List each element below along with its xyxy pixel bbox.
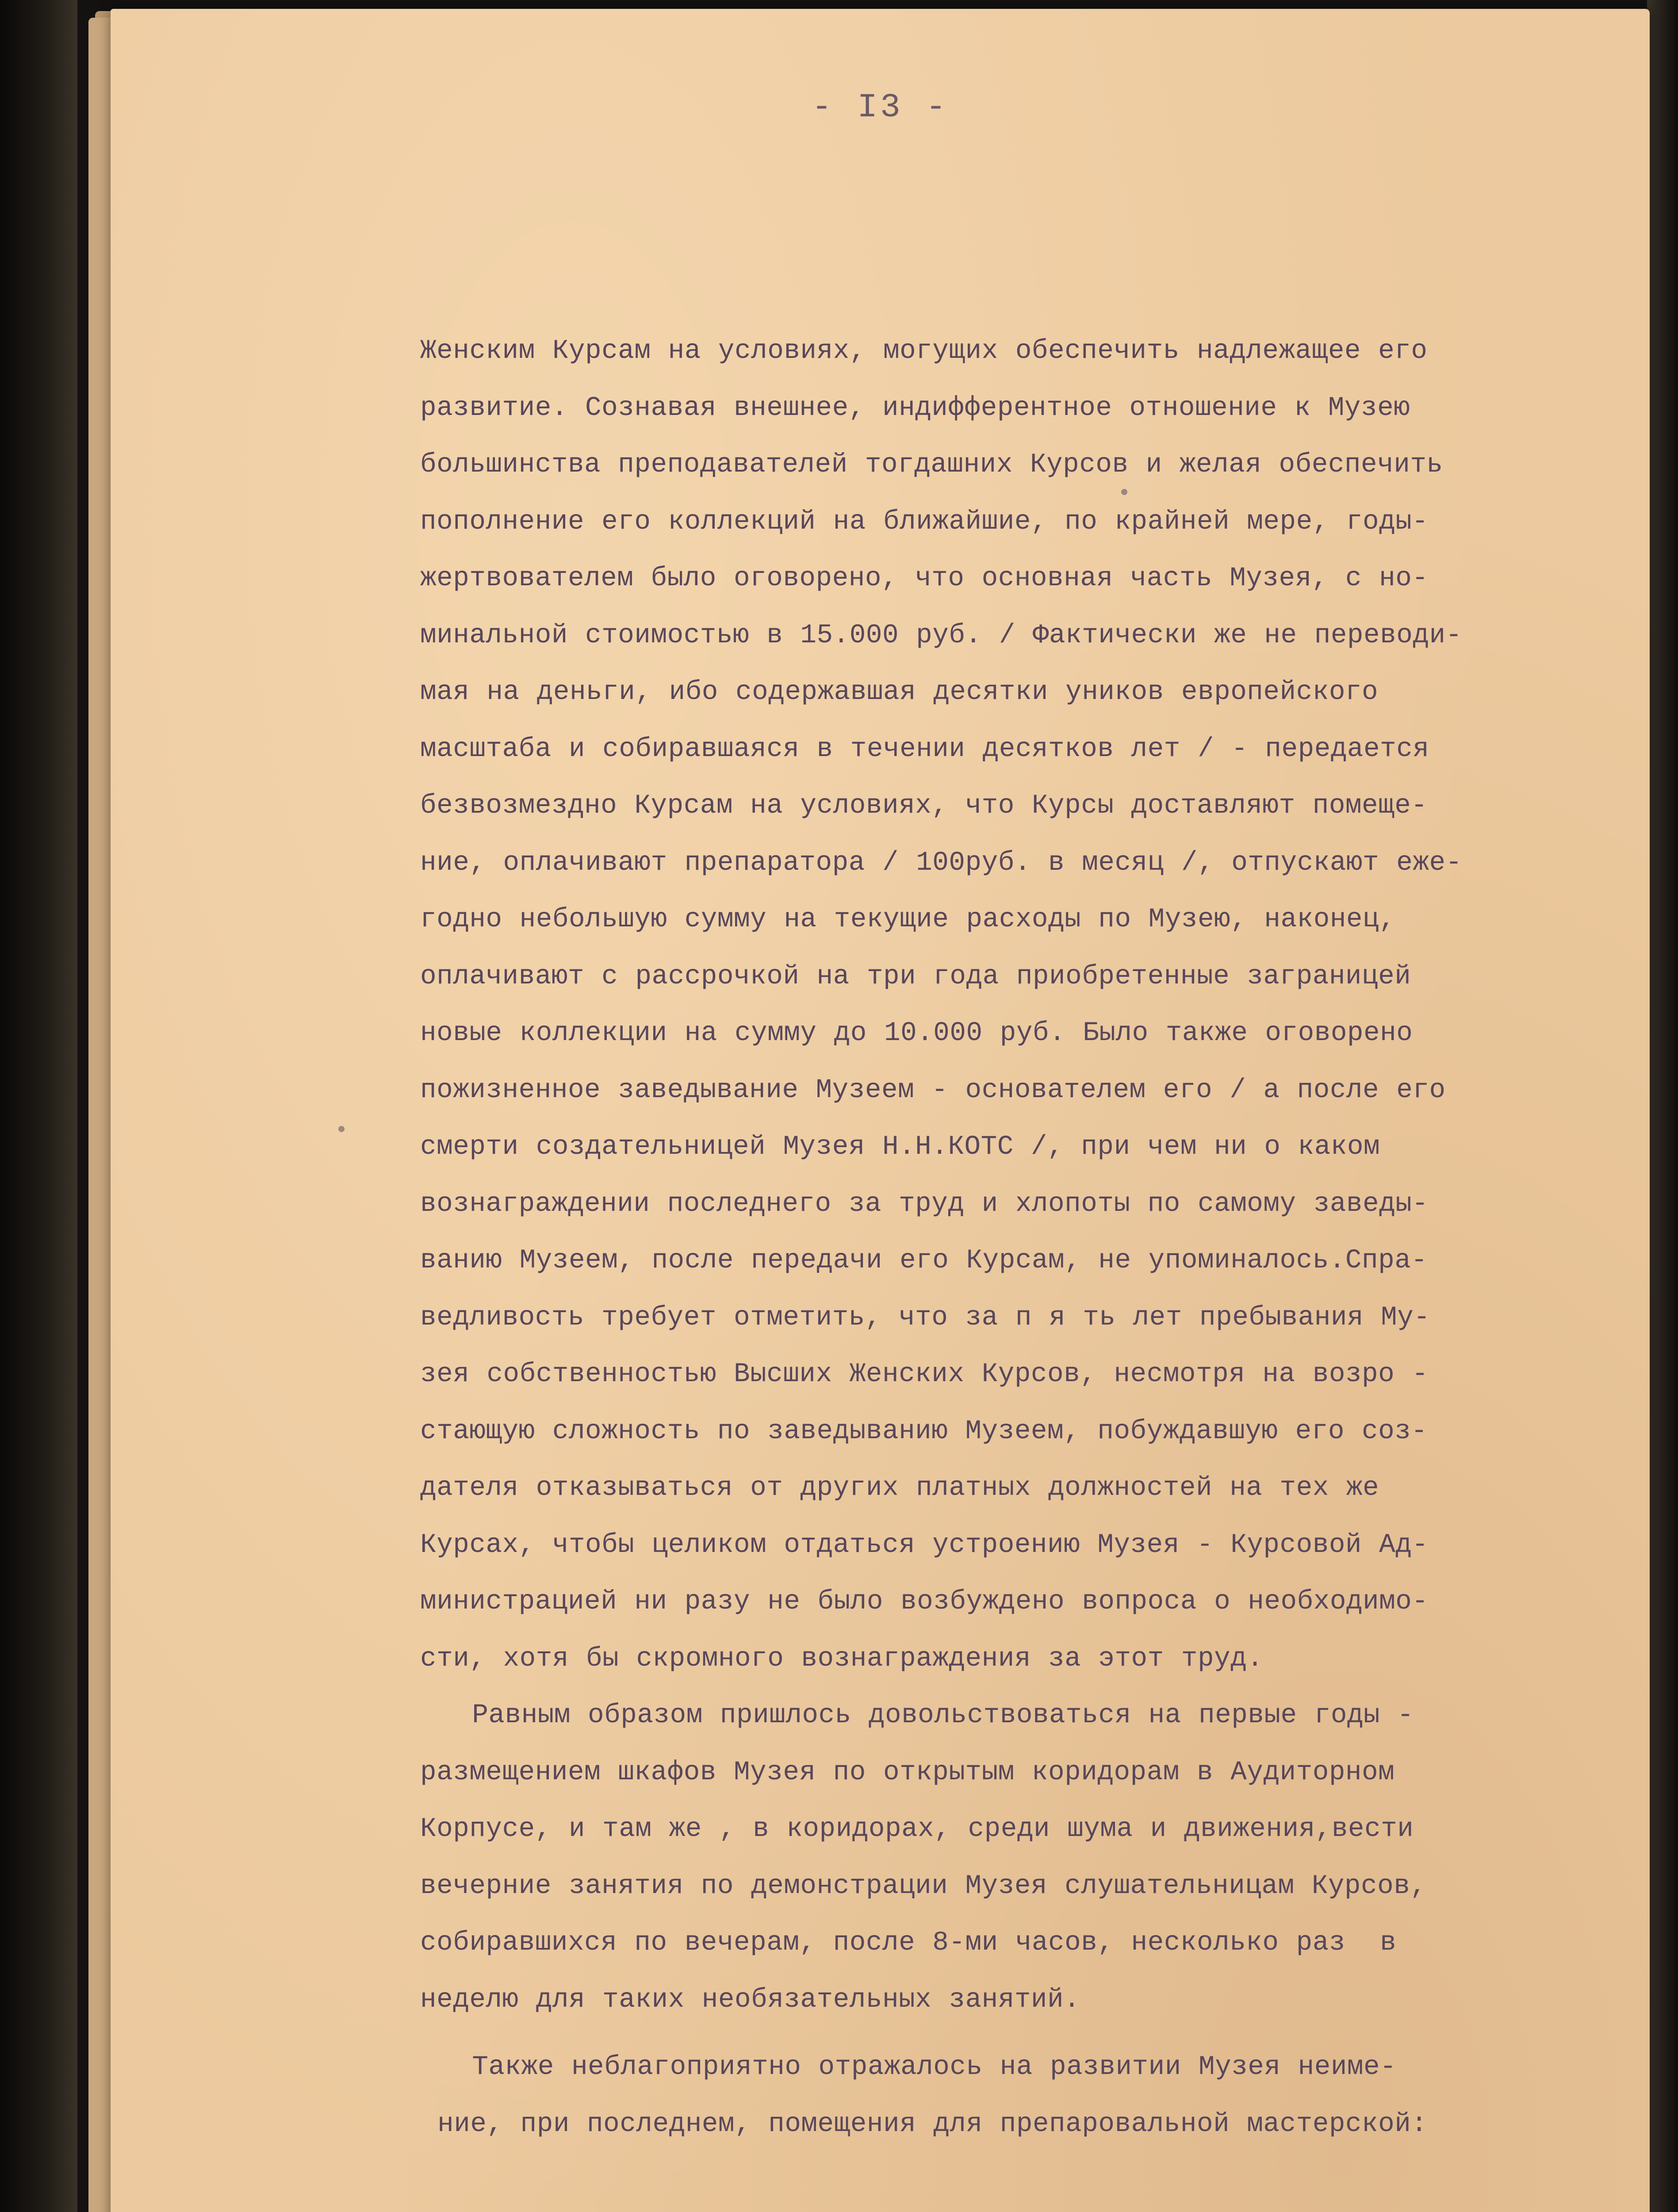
text-line: дателя отказываться от других платных должностей на тех же — [420, 1473, 1379, 1503]
text-line: смерти создательницей Музея Н.Н.КОТС /, при чем ни о каком — [420, 1132, 1380, 1162]
text-line: неделю для таких необязательных занятий. — [420, 1984, 1080, 2015]
text-line: развитие. Сознавая внешнее, индифферентное отношение к Музею — [420, 392, 1410, 423]
text-line: размещением шкафов Музея по открытым коридорам в Аудиторном — [420, 1757, 1395, 1788]
text-line: минальной стоимостью в 15.000 руб. / Фактически же не переводи- — [420, 620, 1462, 651]
text-line: безвозмездно Курсам на условиях, что Курсы доставляют помеще- — [420, 791, 1428, 821]
text-line: ние, оплачивают препаратора / 100руб. в месяц /, отпускают еже- — [420, 847, 1462, 878]
paragraph-gap — [420, 2028, 1678, 2039]
ink-dot — [1121, 489, 1127, 495]
text-line: оплачивают с рассрочкой на три года приобретенные заграницей — [420, 961, 1411, 992]
text-line: большинства преподавателей тогдашних Курсов и желая обеспечить — [420, 449, 1443, 480]
text-line: жертвователем было оговорено, что основная часть Музея, с но- — [420, 563, 1429, 594]
text-line: собиравшихся по вечерам, после 8-ми часов, несколько раз в — [420, 1928, 1397, 1958]
text-line: сти, хотя бы скромного вознаграждения за этот труд. — [420, 1643, 1264, 1674]
typewritten-text — [420, 323, 1678, 2153]
text-line: масштаба и собиравшаяся в течении десятков лет / - передается — [420, 733, 1429, 764]
text-line: годно небольшую сумму на текущие расходы по Музею, наконец, — [420, 904, 1396, 935]
text-line: ведливость требует отметить, что за п я ть лет пребывания Му- — [420, 1302, 1430, 1333]
text-line: Равным образом пришлось довольствоваться на первые годы - — [420, 1700, 1414, 1731]
text-line: Курсах, чтобы целиком отдаться устроению Музея - Курсовой Ад- — [420, 1529, 1429, 1560]
text-line: мая на деньги, ибо содержавшая десятки уников европейского — [420, 677, 1379, 707]
text-line: ние, при последнем, помещения для препаровальной мастерской: — [420, 2108, 1428, 2139]
text-line: Корпусе, и там же , в коридорах, среди шума и движения,вести — [420, 1814, 1414, 1844]
text-line: Женским Курсам на условиях, могущих обеспечить надлежащее его — [420, 336, 1428, 366]
text-line: пополнение его коллекций на ближайшие, по крайней мере, годы- — [420, 506, 1429, 537]
binding-edge — [0, 0, 77, 2212]
text-line: новые коллекции на сумму до 10.000 руб. Было также оговорено — [420, 1018, 1413, 1048]
document-page — [111, 9, 1650, 2212]
text-line: стающую сложность по заведыванию Музеем, побуждавшую его соз- — [420, 1416, 1428, 1447]
page-number: - I3 - — [812, 88, 949, 127]
ink-dot — [338, 1126, 345, 1132]
text-line: вечерние занятия по демонстрации Музея слушательницам Курсов, — [420, 1870, 1427, 1901]
text-line: Также неблагоприятно отражалось на развитии Музея неиме- — [420, 2052, 1397, 2082]
text-line: министрацией ни разу не было возбуждено вопроса о необходимо- — [420, 1586, 1429, 1617]
text-line: вознаграждении последнего за труд и хлопоты по самому заведы- — [420, 1188, 1429, 1219]
text-line: пожизненное заведывание Музеем - основателем его / а после его — [420, 1075, 1446, 1106]
text-line: зея собственностью Высших Женских Курсов, несмотря на возро - — [420, 1359, 1429, 1390]
text-line: ванию Музеем, после передачи его Курсам, не упоминалось.Спра- — [420, 1245, 1428, 1276]
